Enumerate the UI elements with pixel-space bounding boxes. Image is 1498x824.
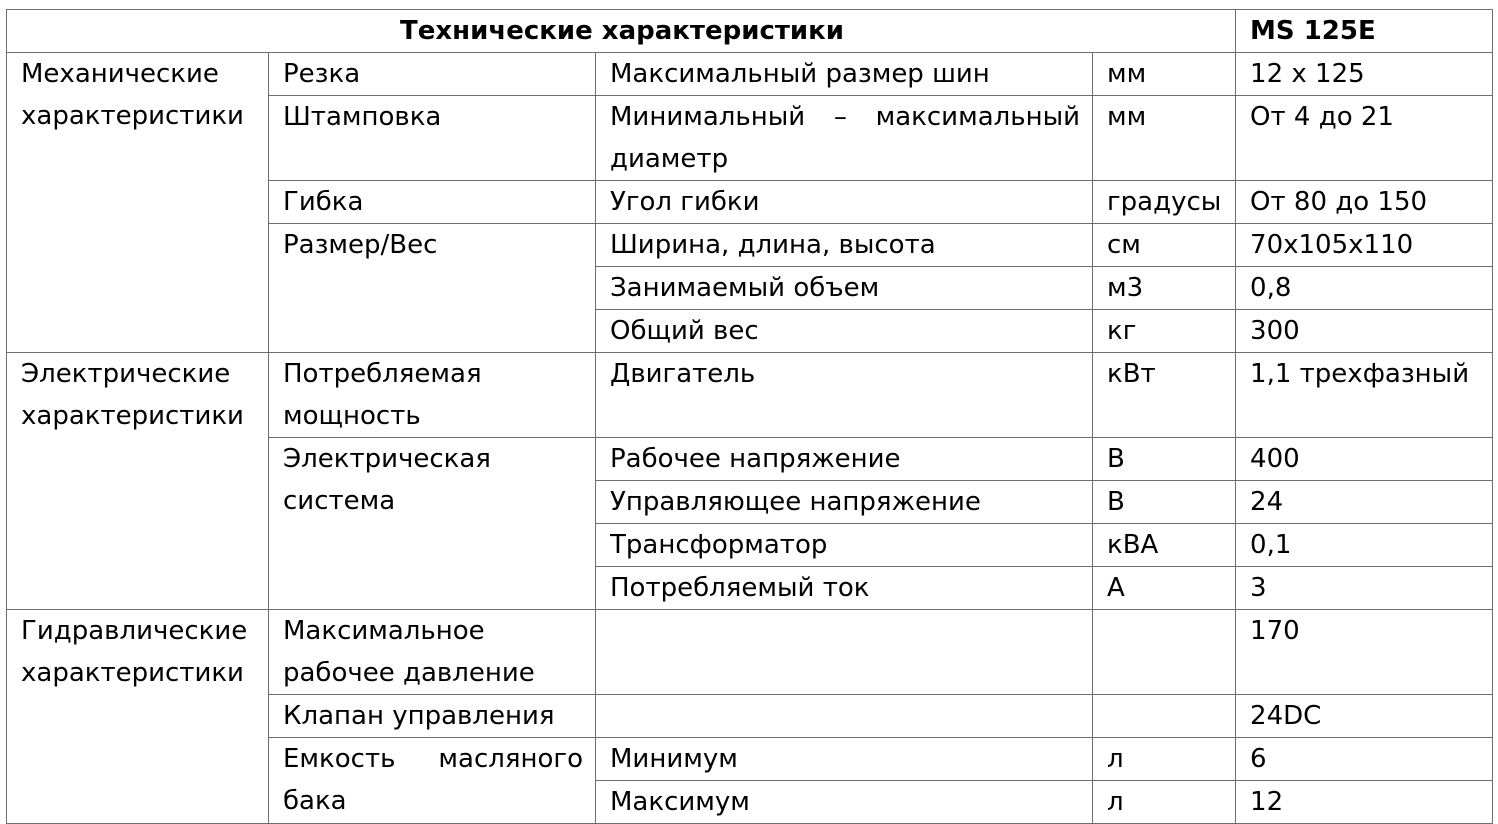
group-power: Потребляемая мощность (269, 353, 596, 438)
table-row (7, 610, 1493, 695)
value-cell: 0,8 (1236, 267, 1493, 310)
unit-cell: мм (1093, 96, 1236, 181)
param-cell: Максимальный размер шин (596, 53, 1093, 96)
value-cell: 24DC (1236, 695, 1493, 738)
value-cell: 12 x 125 (1236, 53, 1493, 96)
value-cell: 24 (1236, 481, 1493, 524)
value-cell: От 80 до 150 (1236, 181, 1493, 224)
param-cell: Трансформатор (596, 524, 1093, 567)
param-cell (596, 695, 1093, 738)
param-cell: Двигатель (596, 353, 1093, 438)
unit-cell: л (1093, 781, 1236, 824)
unit-cell: кВт (1093, 353, 1236, 438)
section-label-electrical: Электрические характеристики (7, 353, 269, 610)
table-header-row (7, 10, 1493, 53)
group-bending: Гибка (269, 181, 596, 224)
value-cell: 6 (1236, 738, 1493, 781)
param-cell: Минимальный – максимальный диаметр (596, 96, 1093, 181)
group-pressure: Максимальное рабочее давление (269, 610, 596, 695)
table-row (7, 53, 1493, 96)
value-cell: 170 (1236, 610, 1493, 695)
unit-cell: В (1093, 481, 1236, 524)
unit-cell: мм (1093, 53, 1236, 96)
group-valve: Клапан управления (269, 695, 596, 738)
value-cell: 3 (1236, 567, 1493, 610)
param-cell (596, 610, 1093, 695)
unit-cell: м3 (1093, 267, 1236, 310)
unit-cell (1093, 695, 1236, 738)
spec-table (6, 9, 1493, 824)
value-cell: 1,1 трехфазный (1236, 353, 1493, 438)
unit-cell (1093, 610, 1236, 695)
group-oil-tank: Емкость масляного бака (269, 738, 596, 824)
param-cell: Максимум (596, 781, 1093, 824)
unit-cell: кВА (1093, 524, 1236, 567)
unit-cell: А (1093, 567, 1236, 610)
value-cell: 400 (1236, 438, 1493, 481)
unit-cell: кг (1093, 310, 1236, 353)
value-cell: 0,1 (1236, 524, 1493, 567)
section-label-hydraulic: Гидравлические характеристики (7, 610, 269, 824)
param-cell: Управляющее напряжение (596, 481, 1093, 524)
table-title: Технические характеристики (7, 10, 1236, 53)
param-cell: Угол гибки (596, 181, 1093, 224)
unit-cell: В (1093, 438, 1236, 481)
value-cell: 12 (1236, 781, 1493, 824)
group-size-weight: Размер/Вес (269, 224, 596, 353)
section-label-mechanical: Механические характеристики (7, 53, 269, 353)
param-cell: Рабочее напряжение (596, 438, 1093, 481)
unit-cell: л (1093, 738, 1236, 781)
group-electrical-system: Электрическая система (269, 438, 596, 610)
value-cell: От 4 до 21 (1236, 96, 1493, 181)
value-cell: 300 (1236, 310, 1493, 353)
param-cell: Минимум (596, 738, 1093, 781)
unit-cell: градусы (1093, 181, 1236, 224)
param-cell: Общий вес (596, 310, 1093, 353)
table-row (7, 353, 1493, 438)
model-name: MS 125E (1236, 10, 1493, 53)
group-cutting: Резка (269, 53, 596, 96)
param-cell: Занимаемый объем (596, 267, 1093, 310)
unit-cell: см (1093, 224, 1236, 267)
param-cell: Потребляемый ток (596, 567, 1093, 610)
value-cell: 70x105x110 (1236, 224, 1493, 267)
param-cell: Ширина, длина, высота (596, 224, 1093, 267)
group-punching: Штамповка (269, 96, 596, 181)
